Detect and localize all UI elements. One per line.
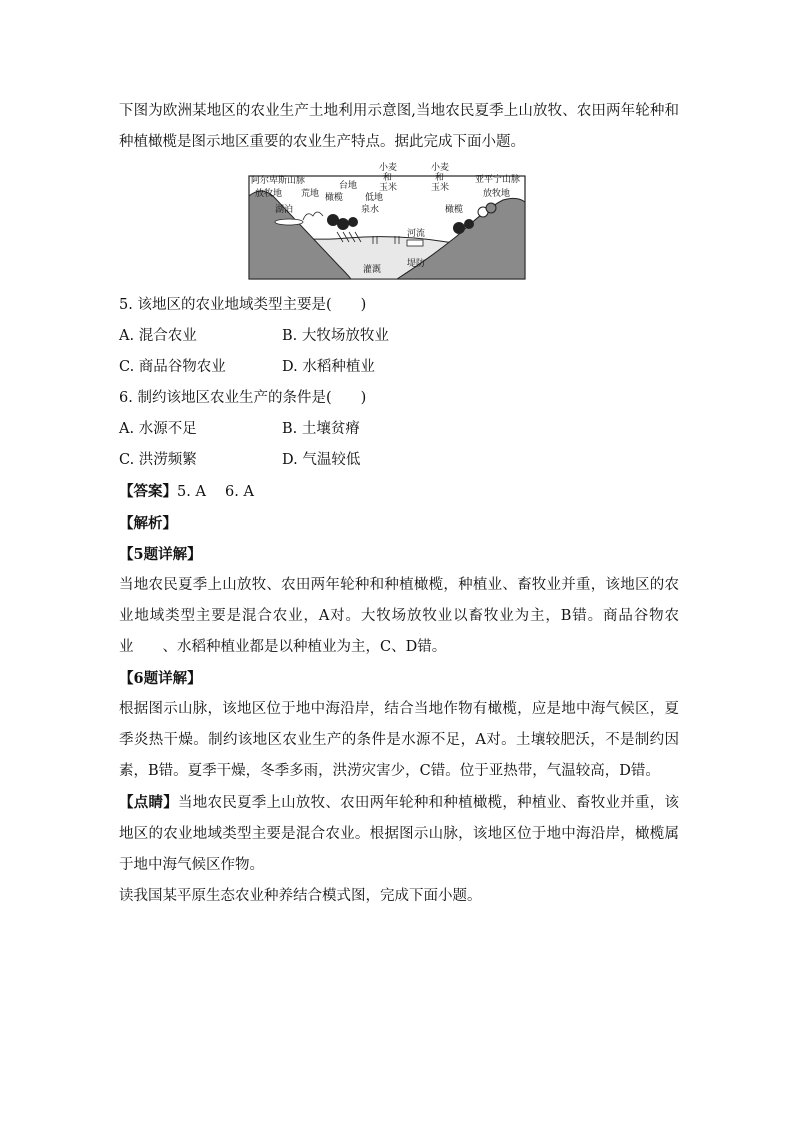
land-use-figure	[119, 162, 679, 290]
q5-option-a: A. 混合农业	[119, 328, 197, 344]
left-mountain	[249, 191, 351, 279]
comment-label: 【点睛】	[119, 794, 178, 811]
answer-label: 【答案】	[119, 483, 177, 500]
wasteland-shape	[303, 212, 323, 220]
analysis-label: 【解析】	[119, 515, 177, 532]
label-lake: 湖泊	[275, 205, 294, 215]
q6-option-b: B. 土壤贫瘠	[282, 421, 360, 437]
q6-options-row-2	[119, 445, 679, 476]
q6-stem: 6. 制约该地区农业生产的条件是( )	[119, 390, 367, 406]
q5-option-c: C. 商品谷物农业	[119, 359, 226, 375]
label-apennines: 亚平宁山脉	[475, 175, 521, 185]
answer-text: 5. A 6. A	[177, 484, 254, 500]
q5-option-b: B. 大牧场放牧业	[282, 328, 389, 344]
olive-tree-right-1	[453, 222, 465, 234]
q6-options-row-1	[119, 414, 679, 445]
label-wheat-right-1: 小麦	[431, 163, 450, 173]
label-wheat-right-3: 玉米	[431, 183, 450, 193]
label-spring: 泉水	[361, 205, 380, 215]
comment-paragraph	[119, 787, 679, 881]
q6-detail-text: 根据图示山脉，该地区位于地中海沿岸，结合当地作物有橄榄，应是地中海气候区，夏季炎热干燥。制约该地区农业生产的条件是水源不足，A对。土壤较肥沃，不是制约因素，B错。夏季干燥，冬季多雨，洪涝灾害少，C错。位于亚热带，气温较高，D错。	[119, 701, 679, 779]
olive-tree-left-3	[348, 217, 358, 227]
label-wasteland: 荒地	[301, 189, 320, 199]
lake-shape	[275, 219, 303, 225]
label-wheat-left-2: 和	[383, 173, 393, 183]
land-use-diagram	[247, 162, 527, 280]
next-intro-paragraph: 读我国某平原生态农业种养结合模式图，完成下面小题。	[119, 888, 482, 904]
q6-option-c: C. 洪涝频繁	[119, 452, 197, 468]
label-wheat-left-1: 小麦	[379, 163, 398, 173]
label-olive-left: 橄榄	[325, 193, 344, 203]
label-lowland: 低地	[365, 193, 384, 203]
label-pasture-right: 放牧地	[483, 189, 511, 199]
q5-options-row-1	[119, 321, 679, 352]
label-alps: 阿尔卑斯山脉	[251, 176, 306, 186]
document-page	[119, 96, 679, 912]
label-pasture-left: 放牧地	[255, 189, 283, 199]
olive-tree-right-2	[464, 219, 474, 229]
q6-option-a: A. 水源不足	[119, 421, 197, 437]
q6-detail-label: 【6题详解】	[119, 670, 202, 687]
comment-text: 当地农民夏季上山放牧、农田两年轮种和种植橄榄，种植业、畜牧业并重，该地区的农业地域类型主要是混合农业。根据图示山脉，该地区位于地中海沿岸，橄榄属于地中海气候区作物。	[119, 795, 680, 873]
q6-option-d: D. 气温较低	[282, 452, 361, 468]
tree-right-4	[486, 203, 496, 213]
q5-stem: 5. 该地区的农业地域类型主要是( )	[119, 297, 367, 313]
label-wheat-left-3: 玉米	[379, 183, 398, 193]
q5-options-row-2	[119, 352, 679, 383]
q5-option-d: D. 水稻种植业	[282, 359, 375, 375]
label-wheat-right-2: 和	[435, 173, 445, 183]
intro-paragraph: 下图为欧洲某地区的农业生产土地利用示意图,当地农民夏季上山放牧、农田两年轮种和种植橄榄是图示地区重要的农业生产特点。据此完成下面小题。	[119, 103, 679, 150]
olive-tree-left-2	[337, 218, 349, 230]
label-irrigation: 灌溉	[363, 265, 382, 275]
label-olive-right: 橄榄	[445, 205, 464, 215]
label-levee: 堤防	[407, 259, 426, 269]
q5-detail-label: 【5题详解】	[119, 546, 202, 563]
label-terrace: 台地	[339, 181, 358, 191]
label-river: 河流	[407, 229, 426, 239]
q5-detail-text: 当地农民夏季上山放牧、农田两年轮种和种植橄榄，种植业、畜牧业并重，该地区的农业地域类型主要是混合农业，A对。大牧场放牧业以畜牧业为主，B错。商品谷物农业 、水稻种植业都是以种植业为主，C、D错。	[119, 577, 679, 655]
river-shape	[407, 240, 423, 246]
answer-line	[119, 476, 679, 508]
